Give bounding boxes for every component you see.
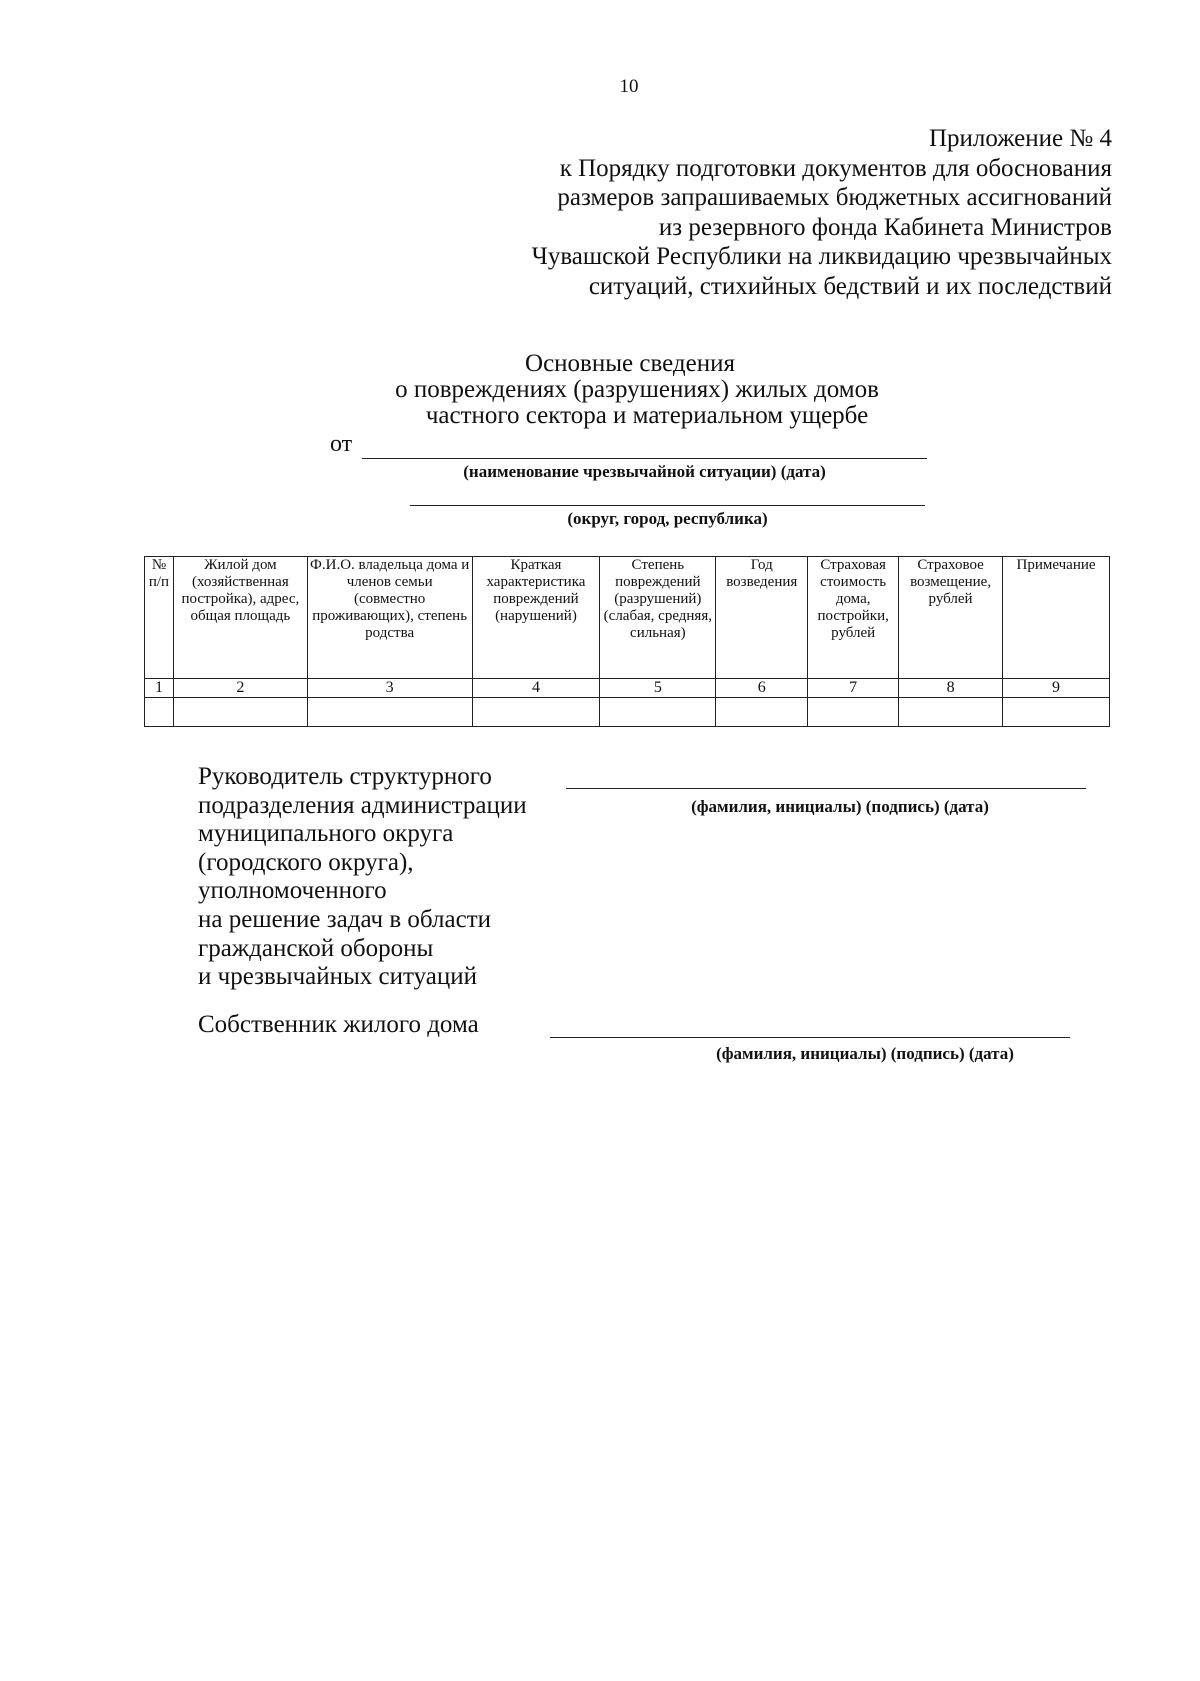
from-label: от [330, 431, 353, 457]
table-cell[interactable] [600, 698, 716, 727]
col-header-insured-value: Страховая стоимость дома, постройки, рублей [808, 557, 899, 679]
column-number: 6 [716, 679, 808, 698]
column-number: 7 [808, 679, 899, 698]
col-header-damage-summary: Краткая характеристика повреждений (нарушений) [472, 557, 600, 679]
page-number: 10 [619, 76, 639, 97]
emergency-caption: (наименование чрезвычайной ситуации) (дата) [463, 462, 826, 481]
appendix-line: Чувашской Республики на ликвидацию чрезвычайных [531, 243, 1112, 270]
column-number: 9 [1003, 679, 1110, 698]
title-line: о повреждениях (разрушениях) жилых домов [395, 376, 879, 403]
appendix-line: Приложение № 4 [928, 125, 1112, 152]
document-title [260, 351, 1000, 429]
table-cell[interactable] [716, 698, 808, 727]
official-line: уполномоченного [198, 877, 387, 905]
official-signature-label [198, 763, 527, 992]
col-header-owner: Ф.И.О. владельца дома и членов семьи (совместно проживающих), степень родства [307, 557, 472, 679]
column-number-row [145, 679, 1110, 698]
official-signature-line[interactable] [566, 788, 1086, 789]
table-row [145, 698, 1110, 727]
owner-signature-line[interactable] [550, 1037, 1070, 1038]
owner-label: Собственник жилого дома [198, 1011, 479, 1038]
official-line: на решение задач в области [198, 905, 492, 933]
column-number: 1 [145, 679, 174, 698]
col-header-damage-degree: Степень повреждений (разрушений) (слабая, средняя, сильная) [600, 557, 716, 679]
region-line[interactable] [410, 505, 925, 506]
region-caption: (округ, город, республика) [567, 509, 768, 528]
column-number: 8 [899, 679, 1003, 698]
damage-table [144, 556, 1110, 727]
official-line: муниципального округа [198, 820, 454, 848]
column-number: 2 [173, 679, 307, 698]
table-header-row [145, 557, 1110, 679]
column-number: 5 [600, 679, 716, 698]
official-line: Руководитель структурного [198, 763, 492, 790]
table-cell[interactable] [808, 698, 899, 727]
title-line: частного сектора и материальном ущербе [425, 402, 869, 429]
column-number: 4 [472, 679, 600, 698]
appendix-line: к Порядку подготовки документов для обоснования [559, 154, 1112, 182]
table-cell[interactable] [307, 698, 472, 727]
col-header-number: № п/п [145, 557, 174, 679]
official-line: (городского округа), [198, 848, 414, 876]
appendix-line: размеров запрашиваемых бюджетных ассигнований [557, 184, 1112, 211]
official-line: и чрезвычайных ситуаций [198, 963, 478, 991]
title-line: Основные сведения [525, 350, 735, 377]
table-cell[interactable] [472, 698, 600, 727]
table-cell[interactable] [173, 698, 307, 727]
appendix-line: из резервного фонда Кабинета Министров [658, 213, 1112, 241]
col-header-insurance-payout: Страховое возмещение, рублей [899, 557, 1003, 679]
owner-signature-caption: (фамилия, инициалы) (подпись) (дата) [716, 1044, 1014, 1063]
column-number: 3 [307, 679, 472, 698]
col-header-year-built: Год возведения [716, 557, 808, 679]
appendix-header [392, 124, 1112, 301]
col-header-house: Жилой дом (хозяйственная постройка), адрес, общая площадь [173, 557, 307, 679]
appendix-line: ситуаций, стихийных бедствий и их последствий [588, 272, 1112, 300]
table-cell[interactable] [1003, 698, 1110, 727]
table-cell[interactable] [145, 698, 174, 727]
col-header-note: Примечание [1003, 557, 1110, 679]
official-line: подразделения администрации [198, 791, 527, 819]
emergency-name-line[interactable] [362, 458, 927, 459]
official-signature-caption: (фамилия, инициалы) (подпись) (дата) [691, 797, 989, 816]
table-cell[interactable] [899, 698, 1003, 727]
official-line: гражданской обороны [198, 934, 434, 962]
